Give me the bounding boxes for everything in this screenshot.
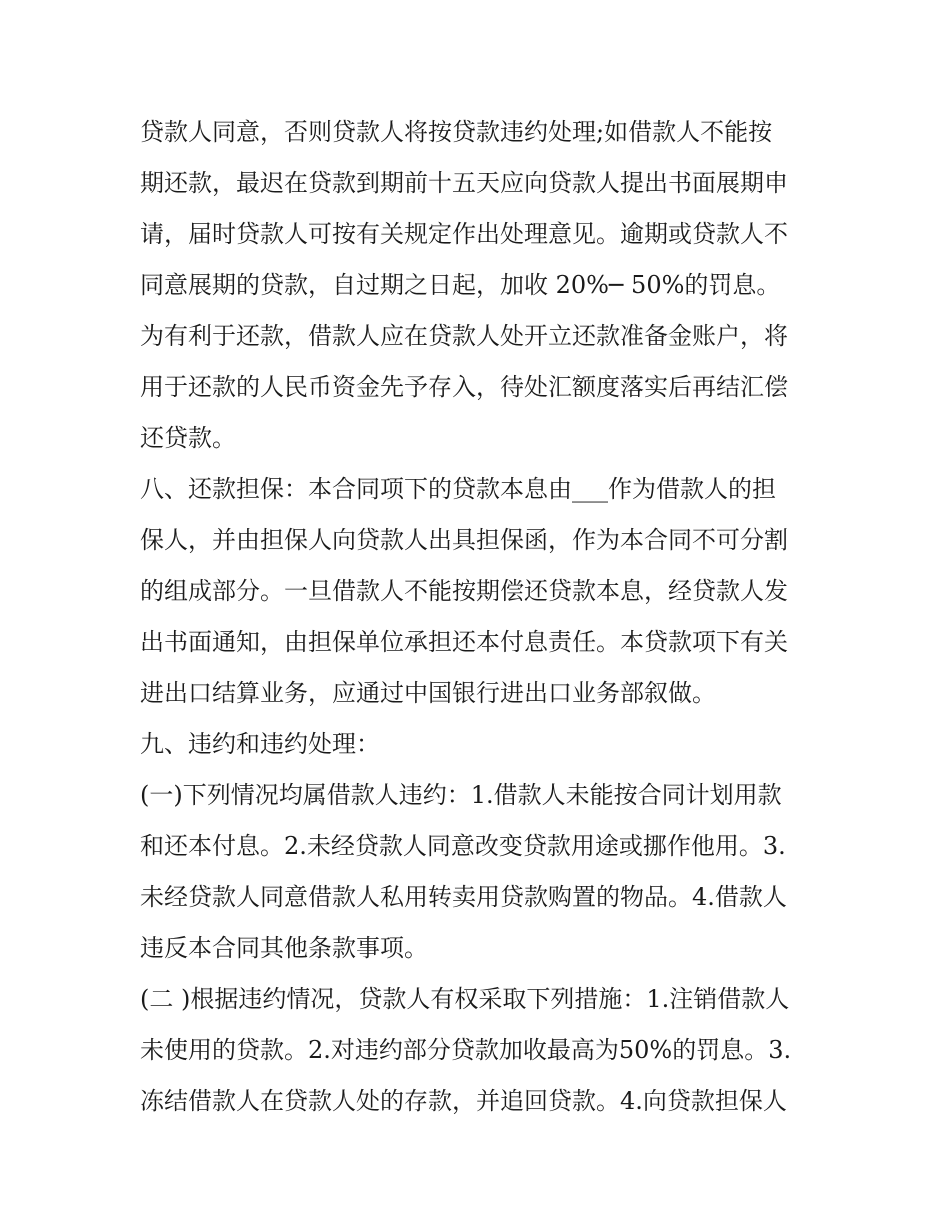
clause-one: (一)下列情况均属借款人违约：1.借款人未能按合同计划用款 xyxy=(140,781,782,809)
text-line: 出书面通知，由担保单位承担还本付息责任。本贷款项下有关 xyxy=(140,628,788,656)
text-line: 和还本付息。2.未经贷款人同意改变贷款用途或挪作他用。3. xyxy=(140,832,786,860)
text-line: 未经贷款人同意借款人私用转卖用贷款购置的物品。4.借款人 xyxy=(140,883,787,911)
section-heading-guarantee: 八、还款担保：本合同项下的贷款本息由___作为借款人的担 xyxy=(140,475,776,503)
text-line: 用于还款的人民币资金先予存入，待处汇额度落实后再结汇偿 xyxy=(140,373,788,401)
text-line: 进出口结算业务，应通过中国银行进出口业务部叙做。 xyxy=(140,679,716,707)
text-line: 还贷款。 xyxy=(140,424,236,452)
text-line: 请，届时贷款人可按有关规定作出处理意见。逾期或贷款人不 xyxy=(140,220,788,248)
text-line: 保人，并由担保人向贷款人出具担保函，作为本合同不可分割 xyxy=(140,526,788,554)
clause-two: (二 )根据违约情况，贷款人有权采取下列措施：1.注销借款人 xyxy=(140,985,790,1013)
text-line: 贷款人同意，否则贷款人将按贷款违约处理;如借款人不能按 xyxy=(140,118,773,146)
document-body xyxy=(140,107,820,1127)
text-line: 未使用的贷款。2.对违约部分贷款加收最高为50%的罚息。3. xyxy=(140,1036,792,1064)
text-line: 冻结借款人在贷款人处的存款，并追回贷款。4.向贷款担保人 xyxy=(140,1087,787,1115)
text-line: 期还款，最迟在贷款到期前十五天应向贷款人提出书面展期申 xyxy=(140,169,788,197)
text-line: 的组成部分。一旦借款人不能按期偿还贷款本息，经贷款人发 xyxy=(140,577,788,605)
section-heading-default: 九、违约和违约处理： xyxy=(140,730,380,758)
text-line: 同意展期的贷款，自过期之日起，加收 20%─ 50%的罚息。 xyxy=(140,271,781,299)
text-line: 为有利于还款，借款人应在贷款人处开立还款准备金账户，将 xyxy=(140,322,788,350)
text-line: 违反本合同其他条款事项。 xyxy=(140,934,428,962)
